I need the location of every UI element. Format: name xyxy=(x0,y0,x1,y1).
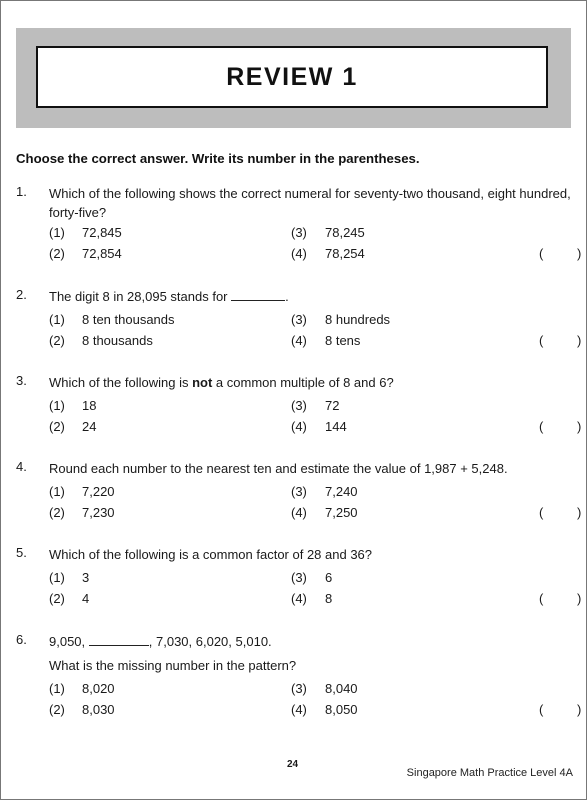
option-value: 7,240 xyxy=(325,484,358,499)
option-value: 8 ten thousands xyxy=(82,312,175,327)
answer-paren-open[interactable]: ( xyxy=(539,246,544,261)
option-label: (3) xyxy=(291,225,307,240)
option-value: 78,254 xyxy=(325,246,365,261)
option-label: (3) xyxy=(291,484,307,499)
option-label: (1) xyxy=(49,225,65,240)
option-label: (4) xyxy=(291,419,307,434)
question-text xyxy=(49,287,579,306)
answer-paren-open[interactable]: ( xyxy=(539,702,544,717)
answer-paren-close: ) xyxy=(577,333,582,348)
question-text-emphasis: not xyxy=(192,375,213,390)
option-value: 8,020 xyxy=(82,681,115,696)
question-text xyxy=(49,373,579,392)
option-label: (1) xyxy=(49,398,65,413)
option-row xyxy=(49,246,582,266)
page-title: REVIEW 1 xyxy=(226,62,358,91)
option-label: (1) xyxy=(49,312,65,327)
answer-paren-open[interactable]: ( xyxy=(539,591,544,606)
question-text-before: 9,050, xyxy=(49,634,86,649)
question-number: 6. xyxy=(16,632,27,647)
option-row xyxy=(49,333,582,353)
title-box xyxy=(36,46,548,108)
option-value: 8 hundreds xyxy=(325,312,391,327)
option-label: (2) xyxy=(49,419,65,434)
option-label: (4) xyxy=(291,246,307,261)
option-value: 3 xyxy=(82,570,90,585)
question-number: 1. xyxy=(16,184,27,199)
option-row xyxy=(49,505,582,525)
answer-paren-close: ) xyxy=(577,505,582,520)
option-value: 8 thousands xyxy=(82,333,153,348)
option-label: (3) xyxy=(291,398,307,413)
option-label: (1) xyxy=(49,484,65,499)
option-label: (1) xyxy=(49,570,65,585)
answer-blank[interactable] xyxy=(231,290,285,301)
option-value: 8,050 xyxy=(325,702,358,717)
option-row xyxy=(49,225,569,245)
question-text-after: , 7,030, 6,020, 5,010. xyxy=(148,634,272,649)
option-label: (3) xyxy=(291,681,307,696)
question-text-before: Which of the following is xyxy=(49,375,189,390)
option-row xyxy=(49,484,569,504)
option-row xyxy=(49,419,582,439)
option-value: 8 tens xyxy=(325,333,361,348)
option-value: 6 xyxy=(325,570,333,585)
option-row xyxy=(49,591,582,611)
question-number: 2. xyxy=(16,287,27,302)
answer-blank[interactable] xyxy=(89,635,149,646)
answer-paren-close: ) xyxy=(577,246,582,261)
option-value: 72 xyxy=(325,398,340,413)
instructions: Choose the correct answer. Write its number in the parentheses. xyxy=(16,151,420,166)
option-label: (2) xyxy=(49,333,65,348)
option-value: 8,030 xyxy=(82,702,115,717)
question-text: Which of the following shows the correct numeral for seventy-two thousand, eight hundred, forty-five? xyxy=(49,186,571,220)
answer-paren-close: ) xyxy=(577,702,582,717)
question-number: 3. xyxy=(16,373,27,388)
option-value: 24 xyxy=(82,419,97,434)
option-value: 8 xyxy=(325,591,333,606)
option-label: (1) xyxy=(49,681,65,696)
question-text-line2: What is the missing number in the pattern? xyxy=(49,658,297,673)
option-value: 7,220 xyxy=(82,484,115,499)
header-banner xyxy=(16,28,571,128)
option-label: (3) xyxy=(291,570,307,585)
answer-paren-close: ) xyxy=(577,419,582,434)
question-text: Which of the following is a common factor of 28 and 36? xyxy=(49,547,373,562)
option-row xyxy=(49,702,582,722)
option-value: 7,250 xyxy=(325,505,358,520)
question-text-after: . xyxy=(285,289,289,304)
option-value: 8,040 xyxy=(325,681,358,696)
option-label: (3) xyxy=(291,312,307,327)
option-label: (2) xyxy=(49,702,65,717)
option-label: (4) xyxy=(291,505,307,520)
book-title-footer: Singapore Math Practice Level 4A xyxy=(406,767,573,779)
option-row xyxy=(49,681,569,701)
question-text: Round each number to the nearest ten and estimate the value of 1,987 + 5,248. xyxy=(49,461,508,476)
option-label: (2) xyxy=(49,591,65,606)
question-text-before: The digit 8 in 28,095 stands for xyxy=(49,289,228,304)
option-value: 144 xyxy=(325,419,347,434)
option-value: 7,230 xyxy=(82,505,115,520)
question-text xyxy=(49,632,579,651)
option-value: 4 xyxy=(82,591,90,606)
question-number: 5. xyxy=(16,545,27,560)
option-label: (2) xyxy=(49,246,65,261)
answer-paren-open[interactable]: ( xyxy=(539,419,544,434)
question-number: 4. xyxy=(16,459,27,474)
question-text-after: a common multiple of 8 and 6? xyxy=(215,375,394,390)
option-value: 72,854 xyxy=(82,246,122,261)
option-value: 78,245 xyxy=(325,225,365,240)
option-label: (4) xyxy=(291,702,307,717)
answer-paren-close: ) xyxy=(577,591,582,606)
answer-paren-open[interactable]: ( xyxy=(539,505,544,520)
option-row xyxy=(49,398,569,418)
option-label: (4) xyxy=(291,591,307,606)
option-row xyxy=(49,570,569,590)
option-value: 18 xyxy=(82,398,97,413)
answer-paren-open[interactable]: ( xyxy=(539,333,544,348)
option-value: 72,845 xyxy=(82,225,122,240)
page-number: 24 xyxy=(287,759,299,770)
option-label: (2) xyxy=(49,505,65,520)
option-label: (4) xyxy=(291,333,307,348)
option-row xyxy=(49,312,569,332)
